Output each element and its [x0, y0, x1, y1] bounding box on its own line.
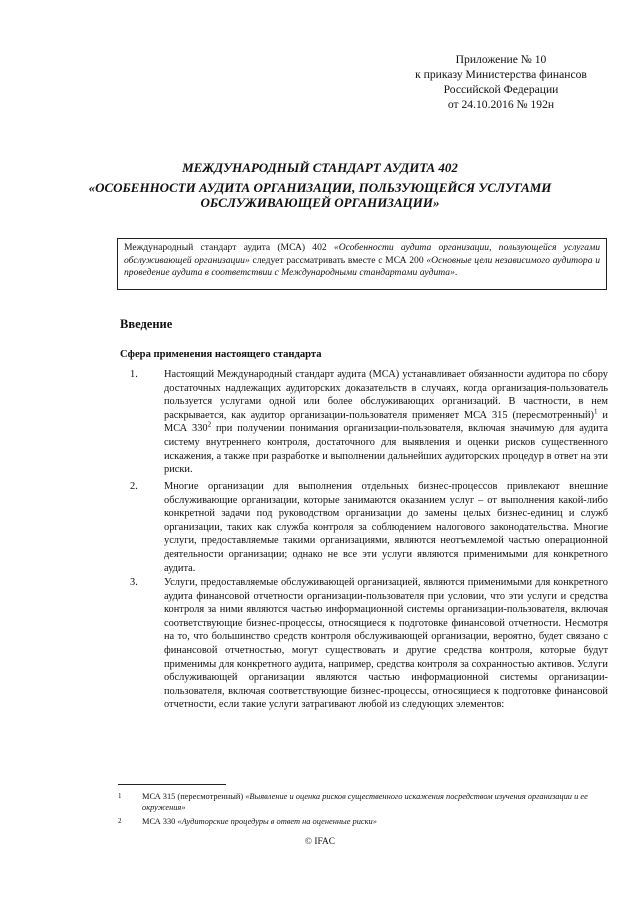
intro-note-box	[117, 238, 607, 290]
paragraph-number: 2.	[130, 481, 138, 492]
note-text: Международный стандарт аудита (МСА) 402	[124, 242, 334, 253]
standard-subtitle: «ОСОБЕННОСТИ АУДИТА ОРГАНИЗАЦИИ, ПОЛЬЗУЮЩЕЙСЯ УСЛУГАМИ ОБСЛУЖИВАЮЩЕЙ ОРГАНИЗАЦИИ»	[88, 180, 552, 210]
paragraph-text-part: и МСА 330	[164, 409, 608, 435]
footnote-1	[118, 791, 608, 813]
footnote-text-part: МСА 330	[142, 817, 178, 826]
footnote-ref[interactable]: 2	[207, 420, 212, 429]
appendix-line: Российской Федерации	[443, 83, 559, 96]
footnote-2	[118, 816, 608, 827]
footnote-separator	[118, 784, 226, 785]
note-text: следует рассматривать вместе с МСА 200	[249, 254, 427, 266]
footnote-number: 2	[118, 817, 122, 825]
footnote-text	[142, 816, 608, 827]
standard-title: МЕЖДУНАРОДНЫЙ СТАНДАРТ АУДИТА 402	[182, 160, 458, 175]
paragraph-number: 1.	[130, 369, 138, 380]
appendix-line: от 24.10.2016 № 192н	[447, 98, 555, 111]
footnote-text-italic: «Аудиторские процедуры в ответ на оцененные риски»	[177, 817, 377, 826]
paragraph-text	[164, 368, 608, 477]
paragraph-1	[118, 368, 608, 477]
paragraph-number: 3.	[130, 577, 138, 588]
appendix-line: к приказу Министерства финансов	[415, 68, 587, 81]
paragraph-3	[118, 576, 608, 712]
paragraph-text: Многие организации для выполнения отдельных бизнес-процессов привлекают внешние обслуживающие организации, которые занимаются оказанием услуг – от выполнения какой-либо конкретной задачи под руководством организации до замены целых бизнес-единиц и служб организации, таких как служба контроля за соблюдением налогового законодательства. Многие услуги, предоставляемые такими организациями, являются неотъемлемой частью операционной деятельности организации; однако не все эти услуги являются применимыми для конкретного аудита.	[164, 481, 608, 574]
footnote-text-italic: «Выявление и оценка рисков существенного искажения посредством изучения организации и ее окружения»	[142, 792, 588, 812]
paragraph-text-part: при получении понимания организации-пользователя, включая значимую для аудита систему внутреннего контроля, достаточного для выявления и оценки рисков существенного искажения, а также при разработке и выполнении дальнейших аудиторских процедур в ответ на эти риски.	[164, 423, 609, 476]
subsection-heading-scope: Сфера применения настоящего стандарта	[120, 349, 322, 360]
copyright: © IFAC	[304, 837, 336, 847]
note-text: .	[454, 267, 458, 279]
footnote-number: 1	[118, 792, 122, 800]
note-text-italic: «Особенности аудита организации, пользующейся услугами обслуживающей организации»	[124, 242, 601, 266]
section-heading-introduction: Введение	[120, 317, 173, 331]
appendix-line: Приложение № 10	[455, 53, 547, 66]
footnote-ref[interactable]: 1	[594, 407, 598, 416]
paragraph-text-part: Настоящий Международный стандарт аудита (МСА) устанавливает обязанности аудитора по сбору достаточных надлежащих аудиторских доказательств в случаях, когда организация-пользователь пользуется услугами одной или более обслуживающих организаций. В частности, в нем раскрывается, как аудитор организации-пользователя применяет МСА 315 (пересмотренный)	[164, 369, 608, 421]
paragraph-text: Услуги, предоставляемые обслуживающей организацией, являются применимыми для конкретного аудита финансовой отчетности организации-пользователя при условии, что эти услуги и средства контроля за ними являются частью информационной системы организации-пользователя, включая соответствующие бизнес-процессы, относящиеся к подготовке финансовой отчетности. Несмотря на то, что большинство средств контроля обслуживающей организации, вероятно, будет связано с финансовой отчетностью, могут существовать и другие средства контроля, которые будут применимы для конкретного аудита, например, средства контроля за сохранностью активов. Услуги обслуживающей организации являются частью информационной системы организации-пользователя, включая соответствующие бизнес-процессы, относящиеся к подготовке финансовой отчетности, если такие услуги затрагивают любой из следующих элементов:	[164, 577, 608, 711]
note-text-italic: «Основные цели независимого аудитора и проведение аудита в соответствии с Международными стандартами аудита»	[124, 254, 601, 279]
footnote-text-part: МСА 315 (пересмотренный)	[142, 792, 246, 801]
footnote-text	[142, 791, 608, 813]
appendix-header	[386, 52, 616, 112]
document-title	[80, 160, 560, 210]
paragraph-2	[118, 480, 608, 575]
